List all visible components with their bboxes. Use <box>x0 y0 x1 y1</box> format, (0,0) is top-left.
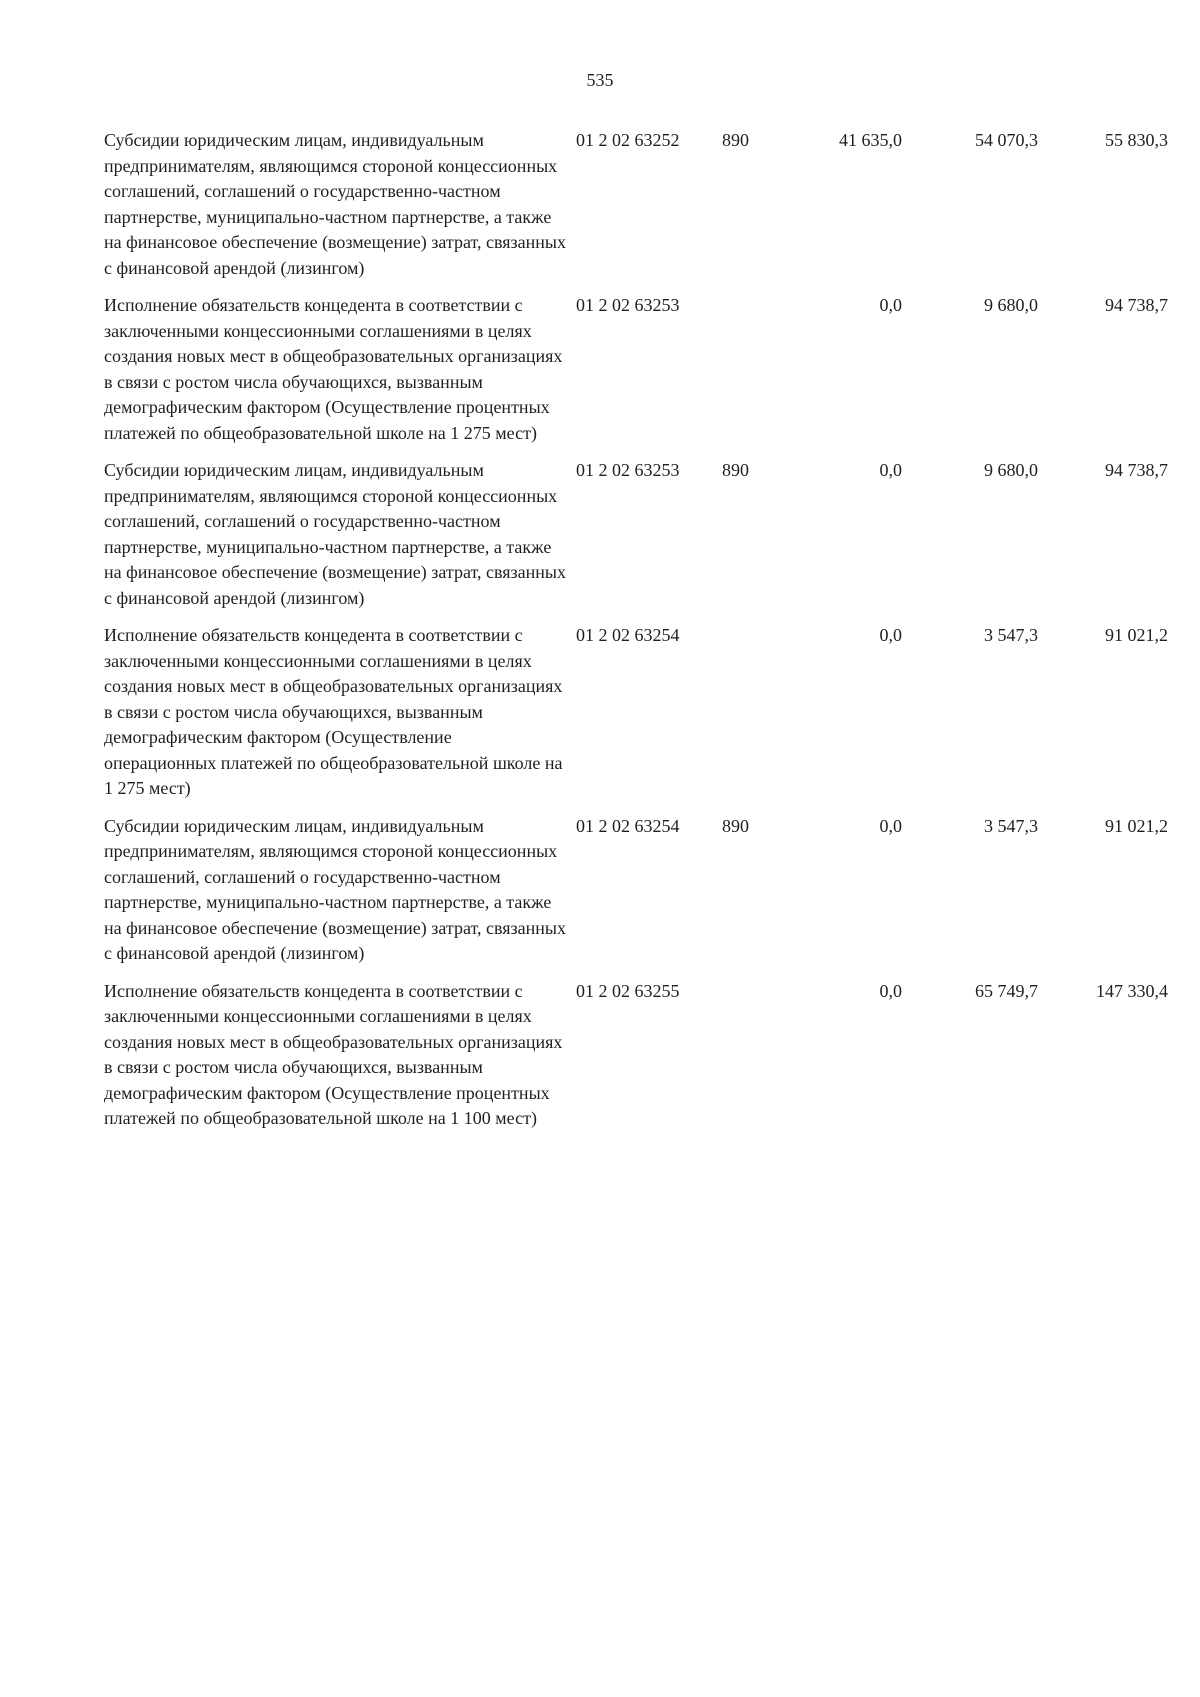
table-row <box>104 128 1168 293</box>
row-amount-year-1: 0,0 <box>879 980 902 1001</box>
row-amount-year-3: 91 021,2 <box>1105 815 1168 836</box>
row-description: Субсидии юридическим лицам, индивидуальным предпринимателям, являющимся стороной концессионных соглашений, соглашений о государственно-частном партнерстве, муниципально-частном партнерстве, а также на финансовое обеспечение (возмещение) затрат, связанных с финансовой арендой (лизингом) <box>104 815 567 963</box>
row-expense-type: 890 <box>722 815 749 836</box>
table-row <box>104 623 1168 814</box>
row-amount-year-3: 55 830,3 <box>1105 130 1168 150</box>
row-target-code: 01 2 02 63253 <box>576 460 680 480</box>
row-expense-type <box>710 293 772 458</box>
row-target-code: 01 2 02 63255 <box>576 980 680 1001</box>
row-amount-year-2: 9 680,0 <box>984 460 1038 480</box>
row-description: Исполнение обязательств концедента в соответствии с заключенными концессионными соглашениями в целях создания новых мест в общеобразовательных организациях в связи с ростом числа обучающихся, вызванным демографическим фактором (Осуществление операционных платежей по общеобразовательной школе на 1 275 мест) <box>104 625 563 798</box>
row-amount-year-1: 41 635,0 <box>839 130 902 150</box>
row-description: Субсидии юридическим лицам, индивидуальным предпринимателям, являющимся стороной концессионных соглашений, соглашений о государственно-частном партнерстве, муниципально-частном партнерстве, а также на финансовое обеспечение (возмещение) затрат, связанных с финансовой арендой (лизингом) <box>104 130 567 278</box>
row-amount-year-3: 94 738,7 <box>1105 460 1168 480</box>
row-description: Исполнение обязательств концедента в соответствии с заключенными концессионными соглашениями в целях создания новых мест в общеобразовательных организациях в связи с ростом числа обучающихся, вызванным демографическим фактором (Осуществление процентных платежей по общеобразовательной школе на 1 275 мест) <box>104 295 563 443</box>
row-expense-type <box>710 623 772 814</box>
row-amount-year-1: 0,0 <box>879 815 902 836</box>
table-row <box>104 293 1168 458</box>
row-target-code: 01 2 02 63253 <box>576 295 680 315</box>
row-description: Субсидии юридическим лицам, индивидуальным предпринимателям, являющимся стороной концессионных соглашений, соглашений о государственно-частном партнерстве, муниципально-частном партнерстве, а также на финансовое обеспечение (возмещение) затрат, связанных с финансовой арендой (лизингом) <box>104 460 567 608</box>
row-amount-year-2: 65 749,7 <box>975 980 1038 1001</box>
row-amount-year-2: 9 680,0 <box>984 295 1038 315</box>
row-amount-year-1: 0,0 <box>879 295 902 315</box>
row-target-code: 01 2 02 63252 <box>576 130 680 150</box>
row-target-code: 01 2 02 63254 <box>576 625 680 645</box>
row-expense-type <box>710 979 772 1144</box>
page-number: 535 <box>586 70 614 90</box>
row-amount-year-2: 3 547,3 <box>984 815 1038 836</box>
table-row <box>104 458 1168 623</box>
row-amount-year-2: 54 070,3 <box>975 130 1038 150</box>
row-amount-year-2: 3 547,3 <box>984 625 1038 645</box>
table-row <box>104 979 1168 1144</box>
row-amount-year-1: 0,0 <box>879 460 902 480</box>
row-amount-year-3: 94 738,7 <box>1105 295 1168 315</box>
row-amount-year-3: 147 330,4 <box>1096 980 1168 1001</box>
row-amount-year-1: 0,0 <box>879 625 902 645</box>
row-expense-type: 890 <box>722 130 749 150</box>
row-amount-year-3: 91 021,2 <box>1105 625 1168 645</box>
row-description: Исполнение обязательств концедента в соответствии с заключенными концессионными соглашениями в целях создания новых мест в общеобразовательных организациях в связи с ростом числа обучающихся, вызванным демографическим фактором (Осуществление процентных платежей по общеобразовательной школе на 1 100 мест) <box>104 980 563 1128</box>
table-row <box>104 814 1168 979</box>
row-target-code: 01 2 02 63254 <box>576 815 680 836</box>
budget-table <box>104 128 1168 1144</box>
row-expense-type: 890 <box>722 460 749 480</box>
